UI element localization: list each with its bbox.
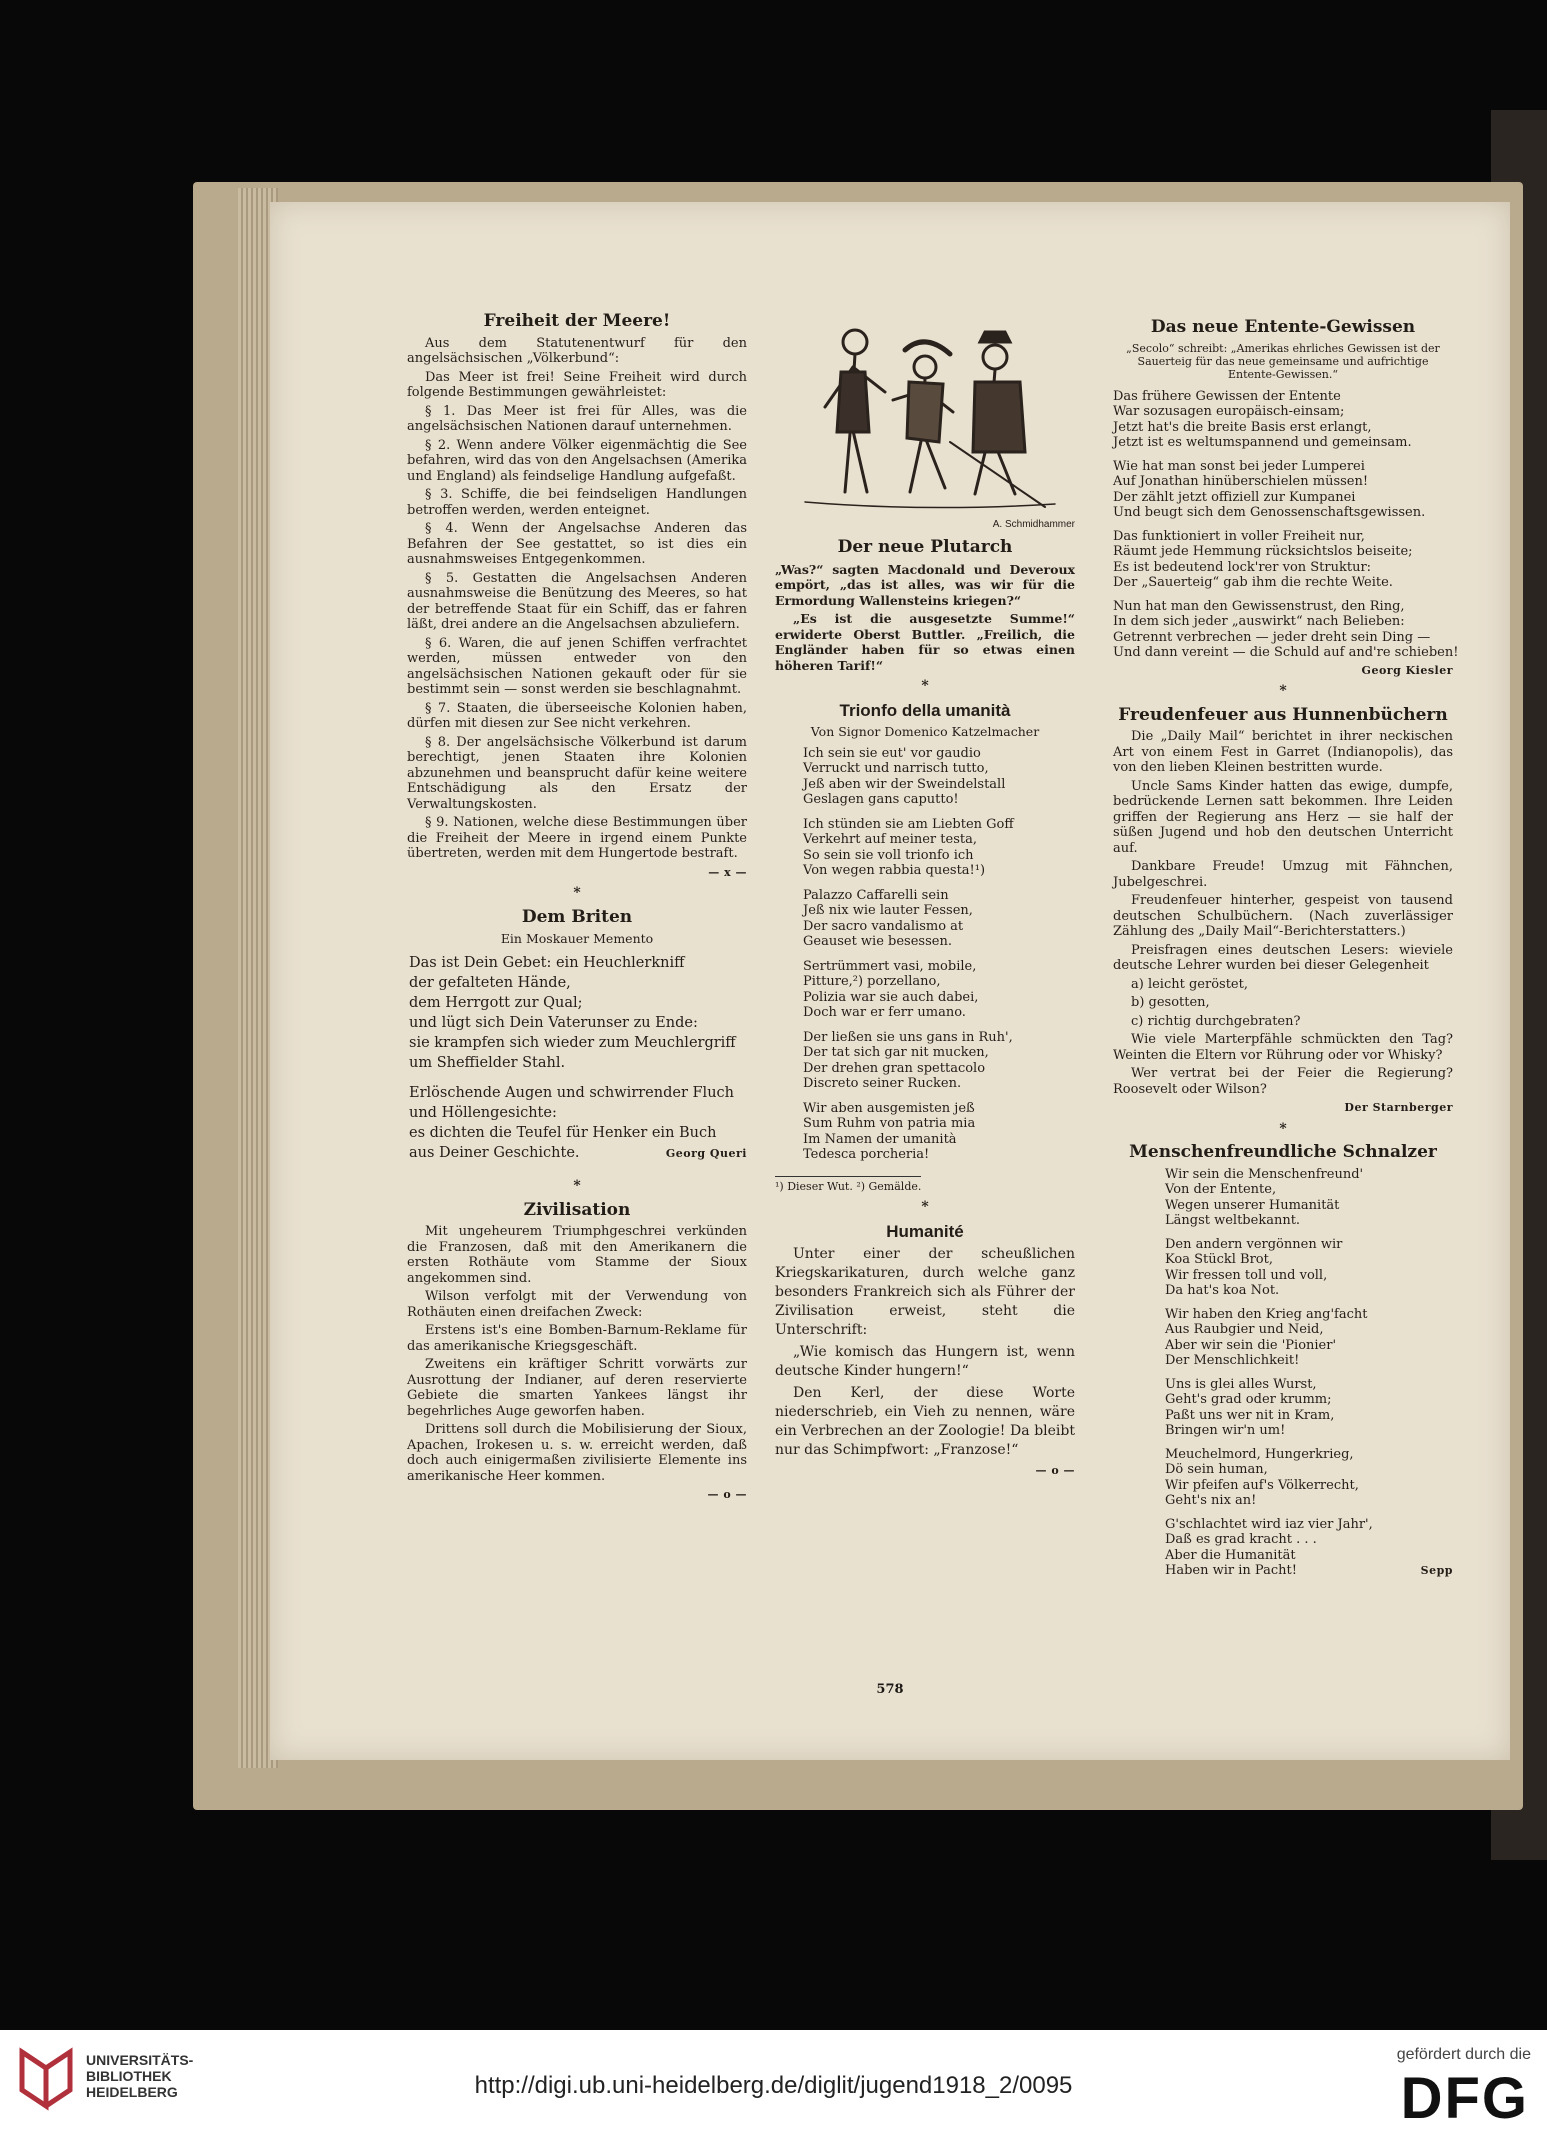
poem-line: Pitture,²) porzellano, <box>803 974 941 989</box>
paragraph: Dankbare Freude! Umzug mit Fähnchen, Jubelgeschrei. <box>1113 859 1453 890</box>
footnote-text: ¹) Dieser Wut. ²) Gemälde. <box>775 1179 922 1193</box>
poem-stanza <box>1113 459 1453 521</box>
poem-stanza <box>1165 1167 1453 1229</box>
column-middle <box>775 312 1075 1479</box>
article-body <box>1113 729 1453 1097</box>
article-subtitle: Von Signor Domenico Katzelmacher <box>810 724 1040 739</box>
poem-line: Polizia war sie auch dabei, <box>803 989 979 1005</box>
article-title: Freiheit der Meere! <box>483 311 671 331</box>
paragraph: „Was?“ sagten Macdonald und Deveroux empört, „das ist alles, was wir für die Ermordung Wallensteins kriegen?“ <box>775 561 1075 608</box>
footnote <box>775 1176 921 1195</box>
illustration-credit: A. Schmidhammer <box>992 518 1075 530</box>
poem-line: sie krampfen sich wieder zum Meuchlergriff <box>409 1034 736 1051</box>
poem-line: Ich sein sie eut' vor gaudio <box>803 745 981 761</box>
article-signature: Sepp <box>1420 1563 1453 1577</box>
poem-line: Wir aben ausgemisten jeß <box>803 1100 975 1116</box>
poem-line: es dichten die Teufel für Henker ein Buch <box>409 1124 717 1141</box>
poem <box>1165 1167 1453 1579</box>
poem-line: Und dann vereint — die Schuld auf and're schieben! <box>1113 645 1459 660</box>
poem-line: Sertrümmert vasi, mobile, <box>803 958 977 974</box>
poem-line: G'schlachtet wird iaz vier Jahr', <box>1165 1516 1373 1532</box>
poem-line: Nun hat man den Gewissenstrust, den Ring, <box>1113 598 1405 614</box>
poem-line: Jetzt hat's die breite Basis erst erlangt, <box>1113 419 1372 435</box>
poem-stanza <box>1165 1237 1453 1299</box>
poem-line: Verkehrt auf meiner testa, <box>803 832 977 847</box>
poem-line: Palazzo Caffarelli sein <box>803 887 949 903</box>
paragraph: § 8. Der angelsächsische Völkerbund ist darum berechtigt, jenen Staaten ihre Kolonien abzunehmen und beansprucht dafür keine weitere Entschädigung als den Ersatz der Verwaltungskosten. <box>407 734 747 812</box>
article-signature: — o — <box>1035 1464 1075 1477</box>
poem-stanza <box>1165 1307 1453 1369</box>
poem-line: Das frühere Gewissen der Entente <box>1113 388 1341 404</box>
paragraph: Unter einer der scheußlichen Kriegskarikaturen, durch welche ganz besonders Frankreich sich als Führer der Zivilisation erweist, steht die Unterschrift: <box>775 1246 1075 1338</box>
article-title: Der neue Plutarch <box>837 537 1013 557</box>
separator-star: * <box>1279 683 1287 699</box>
separator-star: * <box>573 885 581 901</box>
poem-line: Erlöschende Augen und schwirrender Fluch <box>409 1084 734 1101</box>
paragraph: Aus dem Statutenentwurf für den angelsächsischen „Völkerbund“: <box>407 335 747 366</box>
paragraph: c) richtig durchgebraten? <box>1131 1013 1301 1029</box>
paragraph: Wilson verfolgt mit der Verwendung von Rothäuten einen dreifachen Zweck: <box>407 1289 747 1320</box>
poem-line: In dem sich jeder „auswirkt“ nach Belieben: <box>1113 614 1405 629</box>
poem-line: Dö sein human, <box>1165 1462 1268 1477</box>
poem-line: Doch war er ferr umano. <box>803 1005 966 1020</box>
poem-line: Geht's nix an! <box>1165 1493 1257 1508</box>
article-title: Zivilisation <box>523 1199 631 1220</box>
article-title: Menschenfreundliche Schnalzer <box>1129 1142 1437 1162</box>
article-body <box>775 562 1075 674</box>
poem-line: Paßt uns wer nit in Kram, <box>1165 1407 1335 1423</box>
poem-line: Tedesca porcheria! <box>803 1147 930 1162</box>
poem-line: Discreto seiner Rucken. <box>803 1076 962 1091</box>
paragraph: „Es ist die ausgesetzte Summe!“ erwiderte Oberst Buttler. „Freilich, die Engländer haben für so etwas einen höheren Tarif!“ <box>775 611 1075 673</box>
page-number: 578 <box>876 1682 904 1697</box>
dfg-logo: DFG <box>1400 2066 1529 2131</box>
poem-line: Längst weltbekannt. <box>1165 1213 1301 1228</box>
poem <box>803 746 1075 1163</box>
poem-line: Der drehen gran spettacolo <box>803 1060 986 1076</box>
paragraph: Preisfragen eines deutschen Lesers: wieviele deutsche Lehrer wurden bei dieser Gelegenheit <box>1113 942 1453 973</box>
poem-line: Jeß aben wir der Sweindelstall <box>803 776 1006 792</box>
poem-line: Wie hat man sonst bei jeder Lumperei <box>1113 458 1365 474</box>
paragraph: Mit ungeheurem Triumphgeschrei verkünden die Franzosen, daß mit den Amerikanern die ersten Rothäute vom Stamme der Sioux angekommen sind. <box>407 1224 747 1286</box>
paragraph: b) gesotten, <box>1131 995 1210 1010</box>
poem-stanza <box>1113 389 1453 451</box>
paragraph: a) leicht geröstet, <box>1131 976 1248 992</box>
poem-stanza <box>803 746 1075 808</box>
poem-line: und lügt sich Dein Vaterunser zu Ende: <box>409 1014 698 1031</box>
poem-line: Das funktioniert in voller Freiheit nur, <box>1113 528 1365 544</box>
library-name-line: HEIDELBERG <box>86 2084 178 2100</box>
article-body <box>407 336 747 862</box>
library-name-line: BIBLIOTHEK <box>86 2068 172 2084</box>
poem-line: Den andern vergönnen wir <box>1165 1236 1343 1252</box>
poem-line: Räumt jede Hemmung rücksichtslos beiseite; <box>1113 544 1413 559</box>
poem-line: Der „Sauerteig“ gab ihm die rechte Weite. <box>1113 575 1393 590</box>
poem-line: Geauset wie besessen. <box>803 934 952 949</box>
poem-line: Auf Jonathan hinüberschielen müssen! <box>1113 474 1369 489</box>
separator-star: * <box>573 1178 581 1194</box>
article-title: Humanité <box>886 1221 964 1241</box>
funded-by-text: gefördert durch die <box>1396 2046 1531 2063</box>
poem-line: Aus Raubgier und Neid, <box>1165 1322 1324 1337</box>
separator-star: * <box>921 1199 929 1215</box>
article-intro: „Secolo“ schreibt: „Amerikas ehrliches Gewissen ist der Sauerteig für das neue gemeinsame und aufrichtige Entente-Gewissen.“ <box>1126 341 1440 381</box>
poem-line: Der zählt jetzt offiziell zur Kumpanei <box>1113 489 1356 505</box>
poem-line: aus Deiner Geschichte. <box>409 1144 580 1161</box>
poem-line: Da hat's koa Not. <box>1165 1283 1280 1298</box>
poem-line: War sozusagen europäisch-einsam; <box>1113 404 1345 419</box>
separator-star: * <box>1279 1120 1287 1137</box>
poem-line: Wir fressen toll und voll, <box>1165 1267 1328 1283</box>
poem-line: Aber wir sein die 'Pionier' <box>1165 1337 1337 1353</box>
poem-line: Und beugt sich dem Genossenschaftsgewissen. <box>1113 505 1426 520</box>
poem-line: Jetzt ist es weltumspannend und gemeinsam. <box>1113 435 1412 450</box>
illustration-figures-icon <box>775 312 1075 522</box>
paragraph: § 1. Das Meer ist frei für Alles, was die angelsächsischen Nationen darauf unternehmen. <box>407 403 747 434</box>
poem-line: Geht's grad oder krumm; <box>1165 1392 1332 1407</box>
article-title: Das neue Entente-Gewissen <box>1150 317 1416 337</box>
poem-line: um Sheffielder Stahl. <box>409 1054 566 1071</box>
poem-line: Wir pfeifen auf's Völkerrecht, <box>1165 1477 1359 1493</box>
article-signature: Der Starnberger <box>1344 1101 1453 1114</box>
poem-line: Wir sein die Menschenfreund' <box>1165 1166 1364 1182</box>
poem-line: Bringen wir'n um! <box>1165 1423 1286 1438</box>
paragraph: § 9. Nationen, welche diese Bestimmungen über die Freiheit der Meere in irgend einem Punkte übertreten, werden mit dem Hungertode bestraft. <box>407 815 747 861</box>
poem-line: Von der Entente, <box>1165 1182 1277 1197</box>
poem-line: der gefalteten Hände, <box>409 974 571 991</box>
paragraph: Wer vertrat bei der Feier die Regierung? Roosevelt oder Wilson? <box>1113 1066 1453 1097</box>
paragraph: § 7. Staaten, die überseeische Kolonien haben, dürfen mit diesen zur See nicht verkehren. <box>407 700 747 731</box>
poem-line: Jeß nix wie lauter Fessen, <box>803 903 973 918</box>
poem-line: Wir haben den Krieg ang'facht <box>1165 1306 1368 1322</box>
article-title: Dem Briten <box>521 906 633 927</box>
poem-line: Geslagen gans caputto! <box>803 792 959 807</box>
paragraph: „Wie komisch das Hungern ist, wenn deutsche Kinder hungern!“ <box>775 1344 1075 1379</box>
paragraph: § 6. Waren, die auf jenen Schiffen verfrachtet werden, müssen entweder von den angelsächsischen Nationen gekauft oder für sie bestimmt sein — sonst werden sie beschlagnahmt. <box>407 635 747 697</box>
poem-line: Haben wir in Pacht! <box>1165 1563 1297 1578</box>
poem-line: Der Menschlichkeit! <box>1165 1353 1300 1368</box>
column-right <box>1113 317 1459 1578</box>
poem-line: Von wegen rabbia questa!¹) <box>803 863 986 878</box>
poem-line: und Höllengesichte: <box>409 1104 557 1121</box>
poem-line: Daß es grad kracht . . . <box>1165 1532 1317 1547</box>
article-signature: Georg Kiesler <box>1361 663 1453 677</box>
paragraph: Wie viele Marterpfähle schmückten den Tag? Weinten die Eltern vor Rührung oder vor Whisky? <box>1113 1032 1453 1063</box>
viewer-footer <box>0 2030 1547 2138</box>
paragraph: § 4. Wenn der Angelsachse Anderen das Befahren der See gestattet, so ist dies ein ausnahmsweises Entgegenkommen. <box>407 521 747 567</box>
paragraph: Freudenfeuer hinterher, gespeist von tausend deutschen Schulbüchern. (Nach zuverlässiger Zählung des „Daily Mail“-Berichterstatters.) <box>1113 893 1453 939</box>
paragraph: § 2. Wenn andere Völker eigenmächtig die See befahren, wird das von den Angelsachsen (Amerika und England) als feindselige Handlung aufgefaßt. <box>407 437 747 484</box>
paragraph: Den Kerl, der diese Worte niederschrieb, ein Vieh zu nennen, wäre ein Verbrechen an der Zoologie! Da bleibt nur das Schimpfwort: „Franzose!“ <box>775 1385 1075 1458</box>
poem-line: Ich stünden sie am Liebten Goff <box>803 816 1014 832</box>
poem-line: dem Herrgott zur Qual; <box>409 994 583 1011</box>
poem-line: Verruckt und narrisch tutto, <box>803 761 989 776</box>
illustration <box>775 312 1075 532</box>
permalink-url[interactable]: http://digi.ub.uni-heidelberg.de/diglit/jugend1918_2/0095 <box>474 2072 1073 2099</box>
article-title: Freudenfeuer aus Hunnenbüchern <box>1118 704 1448 725</box>
poem-stanza <box>803 1030 1075 1092</box>
poem-line: Wegen unserer Humanität <box>1165 1197 1340 1213</box>
paragraph: Die „Daily Mail“ berichtet in ihrer neckischen Art von einem Fest in Garret (Indianopolis), das von den lieben Kleinen bestritten wurde. <box>1113 729 1453 775</box>
poem-line: So sein sie voll trionfo ich <box>803 847 974 863</box>
poem-stanza <box>803 959 1075 1021</box>
poem-line: Koa Stückl Brot, <box>1165 1252 1273 1267</box>
poem-stanza <box>1113 529 1453 591</box>
article-signature: Georg Queri <box>665 1146 747 1160</box>
poem-line: Im Namen der umanità <box>803 1131 957 1147</box>
paragraph: § 3. Schiffe, die bei feindseligen Handlungen betroffen werden, werden enteignet. <box>407 487 747 518</box>
separator-star: * <box>921 678 929 694</box>
poem-stanza <box>803 817 1075 879</box>
paragraph: Erstens ist's eine Bomben-Barnum-Reklame für das amerikanische Kriegsgeschäft. <box>407 1323 747 1354</box>
poem-line: Der ließen sie uns gans in Ruh', <box>803 1029 1013 1045</box>
article-signature: — o — <box>707 1488 747 1501</box>
poem-line: Es ist bedeutend lock'rer von Struktur: <box>1113 559 1372 575</box>
article-body <box>407 1224 747 1484</box>
poem-line: Getrennt verbrechen — jeder dreht sein Ding — <box>1113 629 1431 645</box>
poem-line: Uns is glei alles Wurst, <box>1165 1376 1317 1392</box>
article-signature: — x — <box>708 865 747 879</box>
poem <box>1113 388 1459 661</box>
poem-line: Der sacro vandalismo at <box>803 918 964 934</box>
article-body <box>775 1245 1075 1460</box>
poem-stanza <box>409 953 747 1073</box>
paragraph: Uncle Sams Kinder hatten das ewige, dumpfe, bedrückende Lernen satt bekommen. Ihre Leiden griffen der Regierung ans Herz — sie half der süßen Jugend und hob den deutschen Unterricht auf. <box>1113 778 1453 856</box>
poem-stanza <box>1165 1447 1453 1509</box>
poem-line: Das ist Dein Gebet: ein Heuchlerkniff <box>409 954 685 971</box>
poem-line: Aber die Humanität <box>1165 1547 1296 1563</box>
poem-stanza <box>1165 1377 1453 1439</box>
paragraph: Das Meer ist frei! Seine Freiheit wird durch folgende Bestimmungen gewährleistet: <box>407 369 747 400</box>
poem-stanza <box>1113 598 1459 661</box>
paragraph: Zweitens ein kräftiger Schritt vorwärts zur Ausrottung der Indianer, auf deren reservierte Gebiete die smarten Yankees längst ihr begehrliches Auge geworfen haben. <box>407 1357 747 1419</box>
poem-line: Der tat sich gar nit mucken, <box>803 1045 989 1060</box>
library-name-line: UNIVERSITÄTS- <box>86 2052 194 2068</box>
paragraph: § 5. Gestatten die Angelsachsen Anderen ausnahmsweise die Benützung des Meeres, so hat der betreffende Staat für ein Schiff, das er fahren läßt, drei andere an die Angelsachsen abzuliefern. <box>407 570 747 632</box>
magazine-page <box>270 202 1510 1760</box>
article-title: Trionfo della umanità <box>839 700 1011 720</box>
column-left <box>407 311 747 1503</box>
poem-stanza <box>803 1101 1075 1163</box>
poem-line: Sum Ruhm von patria mia <box>803 1116 976 1131</box>
poem-line: Meuchelmord, Hungerkrieg, <box>1165 1446 1354 1462</box>
poem-stanza <box>803 888 1075 950</box>
paragraph: Drittens soll durch die Mobilisierung der Sioux, Apachen, Irokesen u. s. w. erreicht werden, daß doch auch einigermaßen zivilisierte Elemente ins amerikanische Heer kommen. <box>407 1422 747 1484</box>
article-subtitle: Ein Moskauer Memento <box>500 931 654 946</box>
